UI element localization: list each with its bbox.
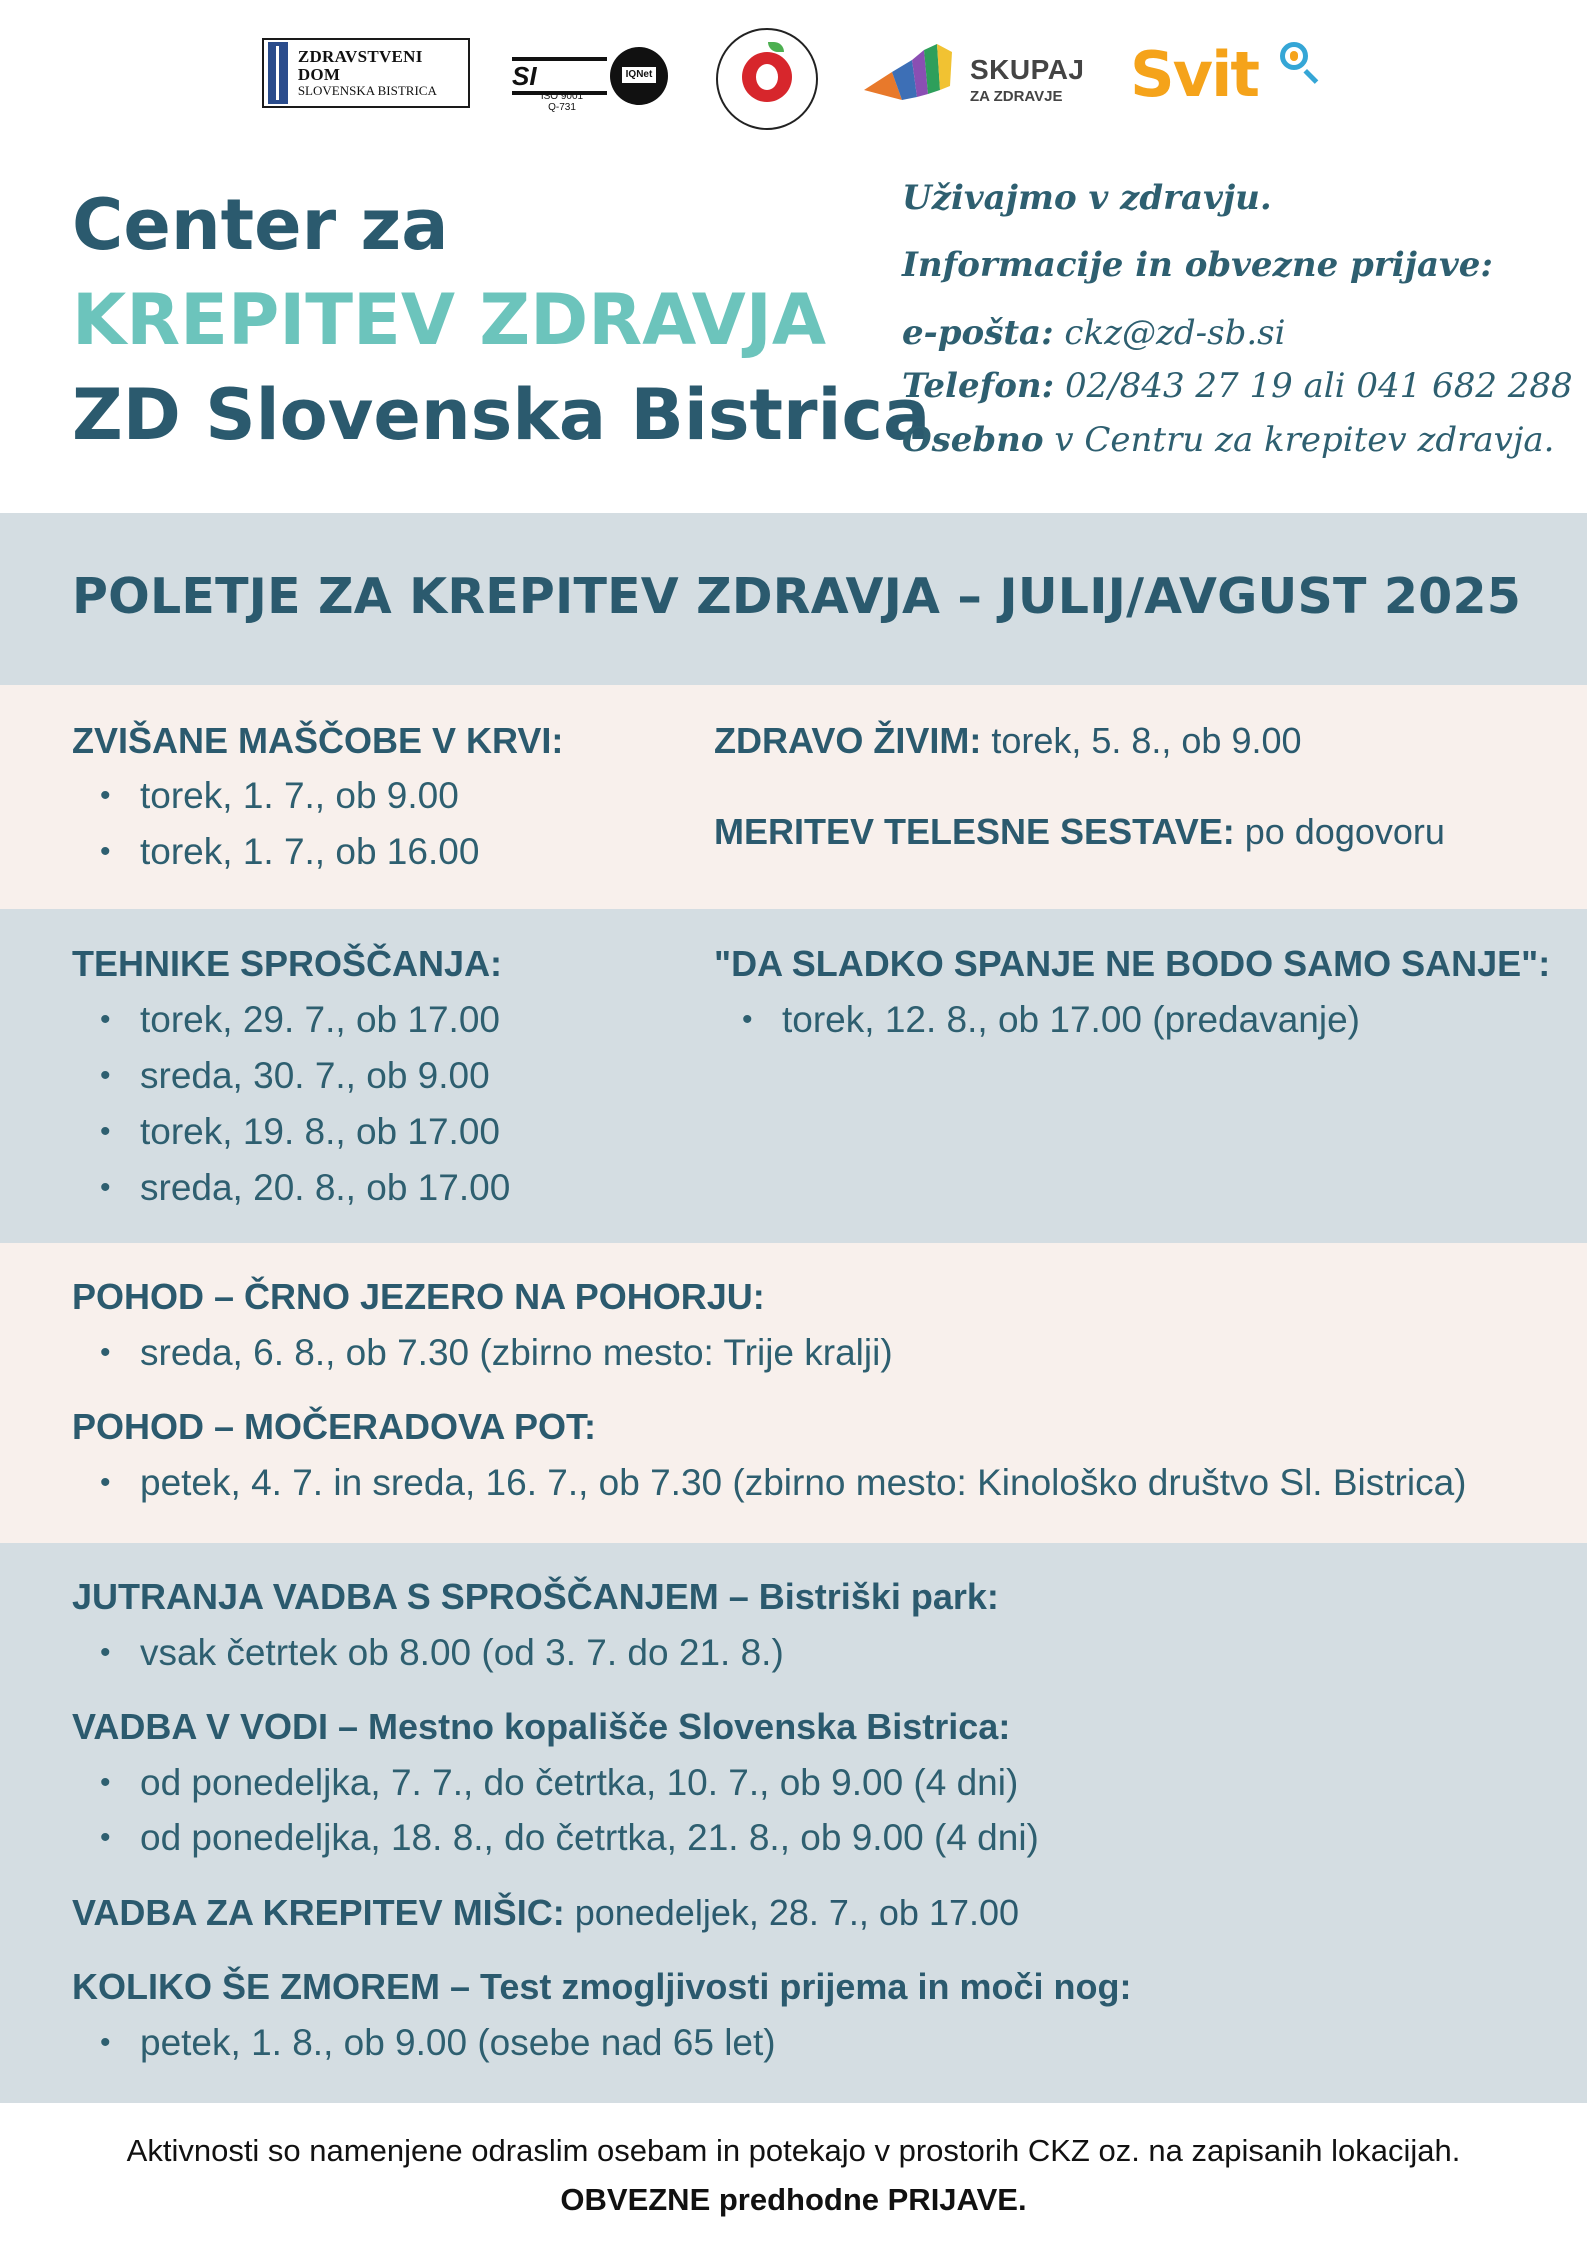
iso-code: Q-731 bbox=[548, 102, 576, 113]
skupaj-za-zdravje-logo bbox=[862, 32, 1085, 118]
si-mark: SI bbox=[512, 57, 607, 95]
heading-healthy-eating: ZDRAVO ŽIVIM: torek, 5. 8., ob 9.00 bbox=[714, 720, 1302, 761]
heading-relaxation: TEHNIKE SPROŠČANJA: bbox=[72, 943, 503, 984]
phone-row bbox=[902, 366, 1573, 406]
zd-logo-line1: ZDRAVSTVENI DOM bbox=[297, 47, 423, 85]
si-iso-logo bbox=[512, 45, 672, 117]
zd-logo bbox=[262, 38, 470, 108]
title-line-2: KREPITEV ZDRAVJA bbox=[72, 279, 827, 361]
email-label: e-pošta: bbox=[902, 313, 1054, 353]
center-title bbox=[72, 184, 931, 456]
email-row bbox=[902, 313, 1286, 353]
list-item: • sreda, 20. 8., ob 17.00 bbox=[140, 1167, 510, 1209]
list-item: • torek, 12. 8., ob 17.00 (predavanje) bbox=[782, 999, 1360, 1041]
rainbow-shape-icon bbox=[862, 42, 957, 112]
magnifier-icon bbox=[1280, 42, 1308, 70]
list-item: • torek, 19. 8., ob 17.00 bbox=[140, 1111, 500, 1153]
inperson-label: Osebno bbox=[902, 420, 1044, 460]
title-line-1: Center za bbox=[72, 184, 449, 266]
info-heading: Informacije in obvezne prijave: bbox=[902, 245, 1493, 285]
heading-morning-exercise: JUTRANJA VADBA S SPROŠČANJEM – Bistriški park: bbox=[72, 1576, 999, 1617]
program-banner: POLETJE ZA KREPITEV ZDRAVJA – JULIJ/AVGUST 2025 bbox=[72, 568, 1522, 625]
heading-water-exercise: VADBA V VODI – Mestno kopališče Slovenska Bistrica: bbox=[72, 1706, 1011, 1747]
svit-logo bbox=[1130, 38, 1330, 118]
footer-note: Aktivnosti so namenjene odraslim osebam in potekajo v prostorih CKZ oz. na zapisanih lokacijah. bbox=[126, 2133, 1461, 2168]
skupaj-subtitle: ZA ZDRAVJE bbox=[970, 88, 1063, 105]
email-link[interactable]: ckz@zd-sb.si bbox=[1053, 313, 1286, 353]
list-item: • od ponedeljka, 7. 7., do četrtka, 10. 7., ob 9.00 (4 dni) bbox=[140, 1762, 1018, 1804]
heading-hike-path: POHOD – MOČERADOVA POT: bbox=[72, 1406, 597, 1447]
iso-label: ISO 9001 bbox=[540, 91, 584, 102]
phone-link[interactable]: 02/843 27 19 ali 041 682 288 bbox=[1054, 366, 1573, 406]
apple-icon bbox=[742, 52, 792, 102]
ckz-logo bbox=[712, 22, 822, 140]
iqnet-label: IQNet bbox=[622, 67, 656, 83]
heading-fitness-test: KOLIKO ŠE ZMOREM – Test zmogljivosti prijema in moči nog: bbox=[72, 1966, 1132, 2007]
zd-logo-line2: SLOVENSKA BISTRICA bbox=[297, 83, 437, 99]
heading-muscle-strength: VADBA ZA KREPITEV MIŠIC: ponedeljek, 28. 7., ob 17.00 bbox=[72, 1892, 1020, 1933]
heading-hike-lake: POHOD – ČRNO JEZERO NA POHORJU: bbox=[72, 1276, 765, 1317]
list-item: • sreda, 6. 8., ob 7.30 (zbirno mesto: Trije kralji) bbox=[140, 1332, 893, 1374]
inperson-row bbox=[902, 420, 1554, 460]
iqnet-logo bbox=[610, 47, 668, 105]
heading-body-composition: MERITEV TELESNE SESTAVE: po dogovoru bbox=[714, 811, 1445, 852]
list-item: • sreda, 30. 7., ob 9.00 bbox=[140, 1055, 490, 1097]
list-item: • od ponedeljka, 18. 8., do četrtka, 21. 8., ob 9.00 (4 dni) bbox=[140, 1817, 1039, 1859]
list-item: • petek, 1. 8., ob 9.00 (osebe nad 65 let) bbox=[140, 2022, 776, 2064]
list-item: • vsak četrtek ob 8.00 (od 3. 7. do 21. 8.) bbox=[140, 1632, 784, 1674]
list-item: • torek, 1. 7., ob 16.00 bbox=[140, 831, 479, 873]
skupaj-title: SKUPAJ bbox=[970, 54, 1085, 85]
caduceus-icon bbox=[268, 42, 288, 104]
title-line-3: ZD Slovenska Bistrica bbox=[72, 374, 931, 456]
list-item: • torek, 1. 7., ob 9.00 bbox=[140, 775, 459, 817]
list-item: • petek, 4. 7. in sreda, 16. 7., ob 7.30 (zbirno mesto: Kinološko društvo Sl. Bistrica) bbox=[140, 1462, 1467, 1504]
inperson-text: v Centru za krepitev zdravja. bbox=[1043, 420, 1555, 460]
heading-fats: ZVIŠANE MAŠČOBE V KRVI: bbox=[72, 720, 564, 761]
phone-label: Telefon: bbox=[902, 366, 1055, 406]
svit-wordmark: Svit bbox=[1130, 38, 1258, 111]
footer-registration: OBVEZNE predhodne PRIJAVE. bbox=[560, 2182, 1027, 2217]
heading-sleep: "DA SLADKO SPANJE NE BODO SAMO SANJE": bbox=[714, 943, 1551, 984]
tagline: Uživajmo v zdravju. bbox=[902, 178, 1272, 218]
list-item: • torek, 29. 7., ob 17.00 bbox=[140, 999, 500, 1041]
